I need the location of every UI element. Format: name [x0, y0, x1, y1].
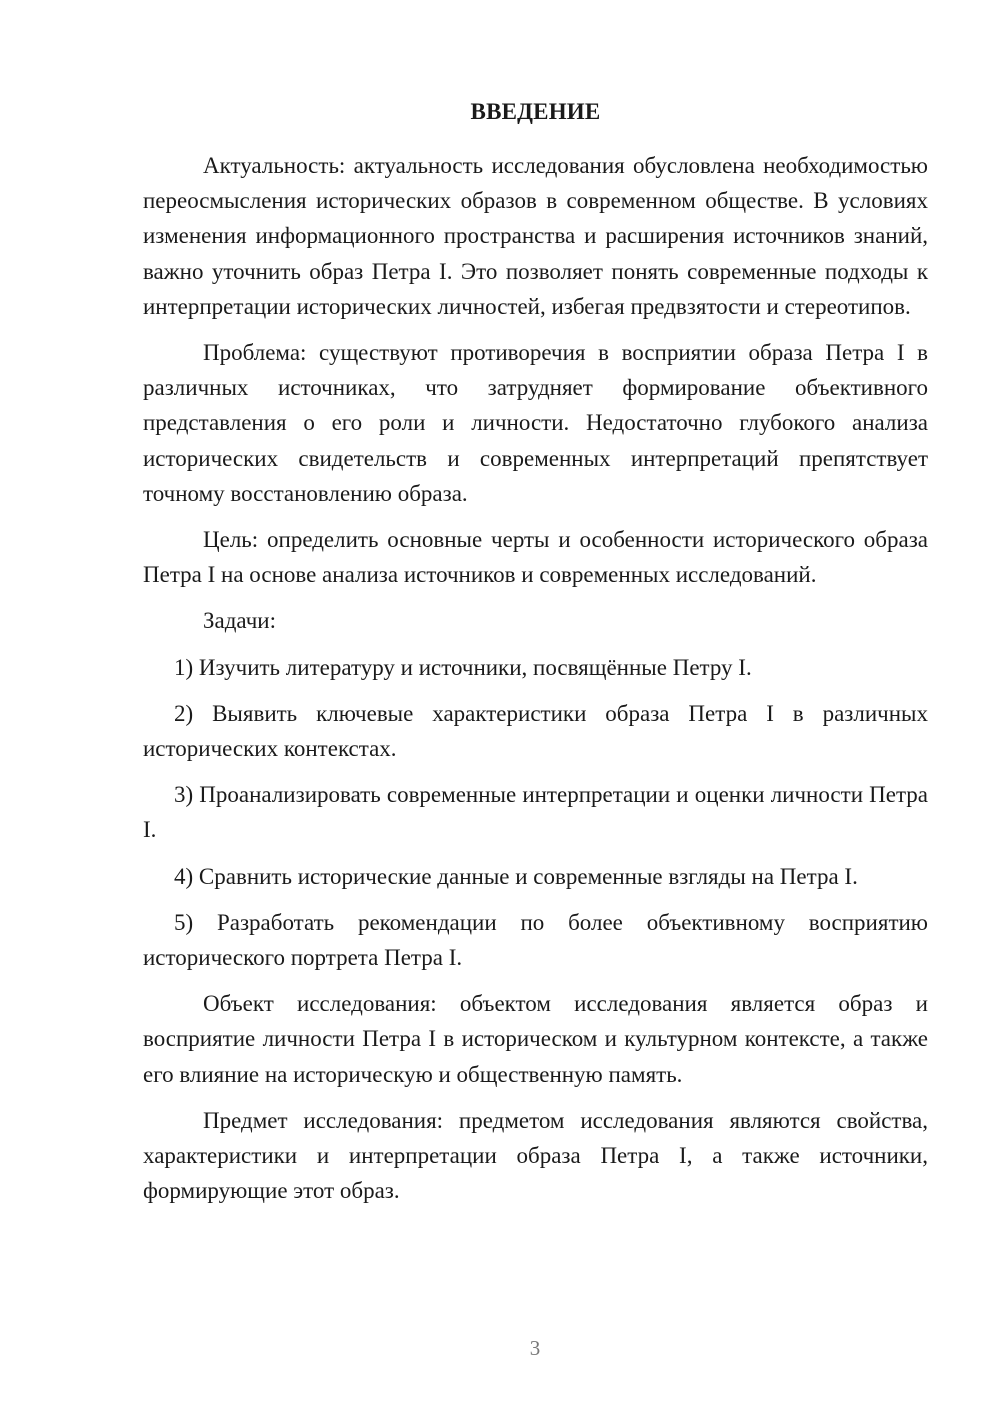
paragraph-relevance: Актуальность: актуальность исследования обусловлена необходимостью переосмысления исторических образов в современном обществе. В условиях изменения информационного пространства и расширения источников знаний, важно уточнить образ Петра I. Это позволяет понять современные подходы к интерпретации исторических личностей, избегая предвзятости и стереотипов. [143, 153, 928, 319]
page-number: 3 [529, 1336, 541, 1360]
page-content [143, 98, 928, 1219]
task-item: 4) Сравнить исторические данные и современные взгляды на Петра I. [174, 863, 858, 889]
paragraph-subject: Предмет исследования: предметом исследования являются свойства, характеристики и интерпретации образа Петра I, а также источники, формирующие этот образ. [143, 1107, 928, 1204]
tasks-heading: Задачи: [203, 608, 276, 634]
task-item: 1) Изучить литературу и источники, посвящённые Петру I. [174, 654, 752, 680]
paragraph-object: Объект исследования: объектом исследования является образ и восприятие личности Петра I в историческом и культурном контексте, а также его влияние на историческую и общественную память. [143, 991, 928, 1087]
page-title: ВВЕДЕНИЕ [470, 99, 601, 124]
task-item: 5) Разработать рекомендации по более объективному восприятию исторического портрета Петра I. [143, 909, 928, 971]
task-item: 3) Проанализировать современные интерпретации и оценки личности Петра I. [143, 782, 928, 843]
paragraph-goal: Цель: определить основные черты и особенности исторического образа Петра I на основе анализа источников и современных исследований. [143, 527, 928, 588]
paragraph-problem: Проблема: существуют противоречия в восприятии образа Петра I в различных источниках, что затрудняет формирование объективного представления о его роли и личности. Недостаточно глубокого анализа исторических свидетельств и современных интерпретаций препятствует точному восстановлению образа. [143, 340, 928, 506]
task-item: 2) Выявить ключевые характеристики образа Петра I в различных исторических контекстах. [143, 700, 928, 762]
